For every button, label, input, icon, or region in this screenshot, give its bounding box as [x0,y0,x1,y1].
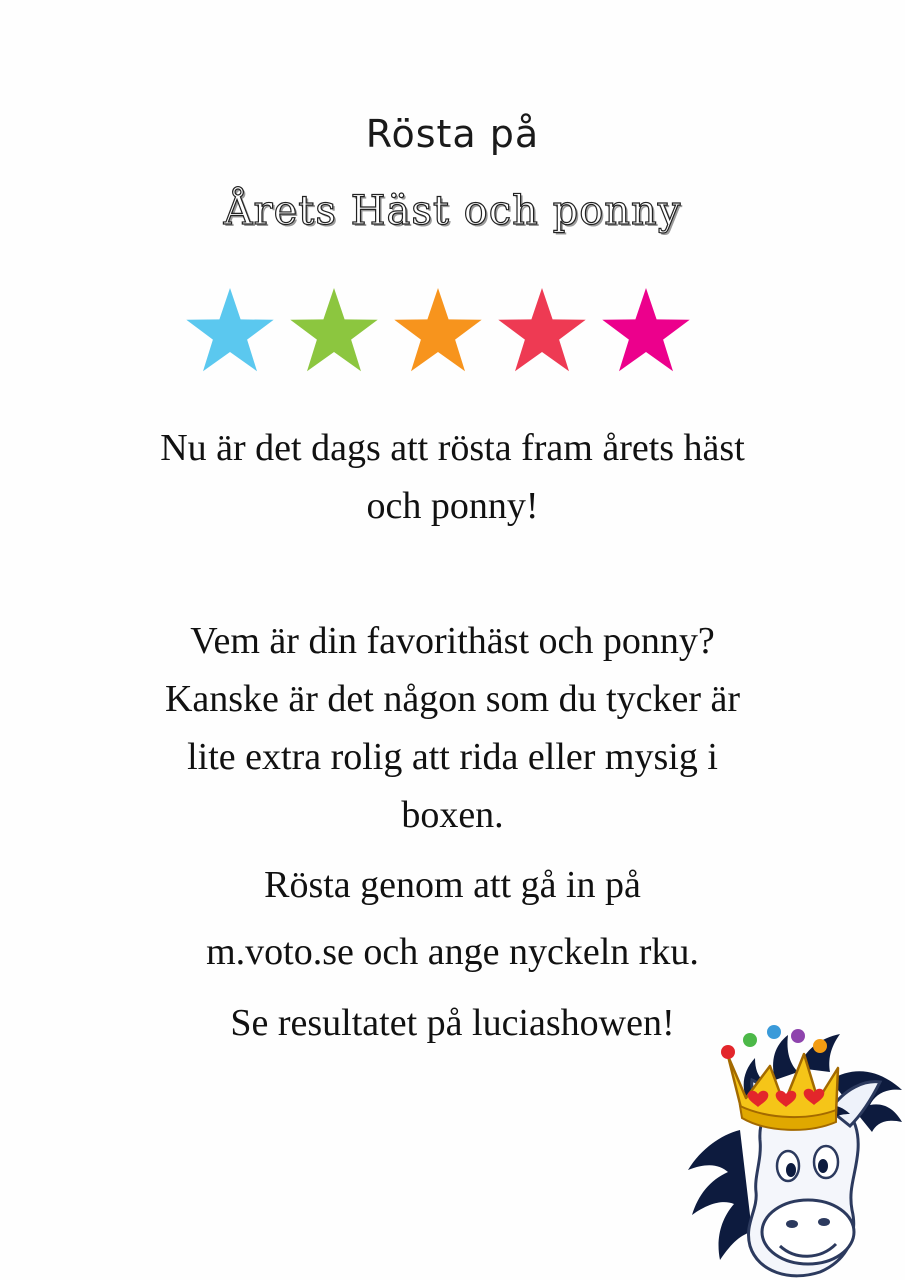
intro-line-1: Nu är det dags att rösta fram årets häst [160,427,745,469]
poster-title: Rösta på [365,112,540,156]
intro-line-2: och ponny! [366,485,539,527]
horse-mascot-svg [680,1010,905,1280]
star-icon-2 [290,288,377,371]
result-note: Se resultatet på luciashowen! [230,1002,675,1044]
vote-url-instruction: m.voto.se och ange nyckeln rku. [206,931,699,973]
star-icon-1 [186,288,273,371]
question-line-1: Vem är din favorithäst och ponny? [190,620,715,662]
crowned-horse-illustration [680,1010,905,1280]
question-line-2: Kanske är det någon som du tycker är [164,678,741,720]
vote-instruction: Rösta genom att gå in på [264,864,641,906]
poster-subtitle: Årets Häst och ponny [223,188,682,234]
star-icon-3 [394,288,481,371]
star-icon-5 [602,288,689,371]
star-icon-4 [498,288,585,371]
question-line-4: boxen. [401,794,504,836]
question-paragraph [0,612,905,844]
stars-svg [182,284,702,380]
star-row [182,284,702,380]
question-line-3: lite extra rolig att rida eller mysig i [187,736,718,778]
intro-paragraph [0,419,905,535]
